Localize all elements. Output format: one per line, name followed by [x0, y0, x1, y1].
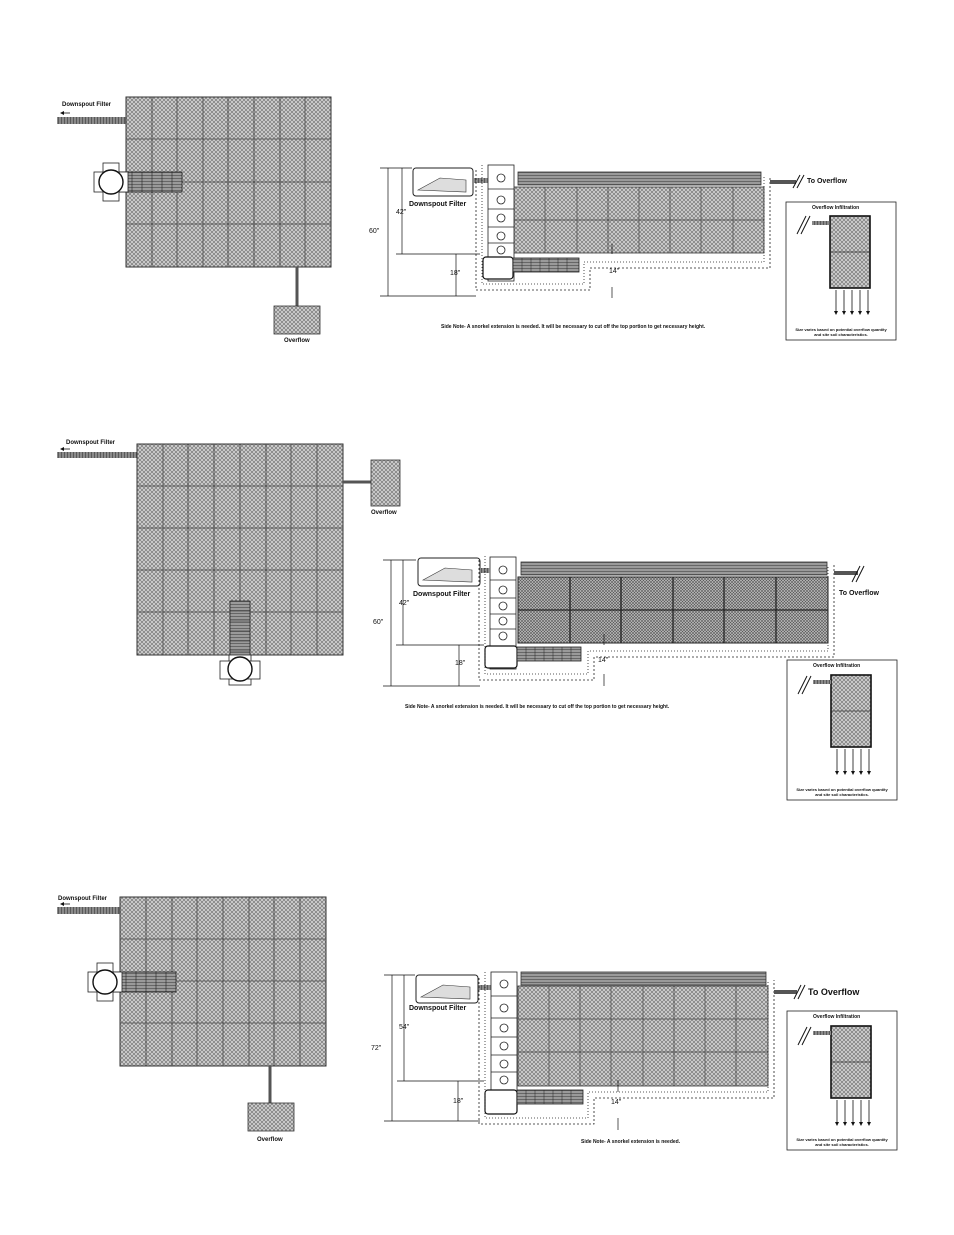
downspout-filter-label: Downspout Filter: [62, 102, 111, 108]
dim-step: 14": [609, 268, 620, 275]
overflow-infiltration-note: Size varies based on potential overflow quantity: [795, 327, 887, 332]
plan-view-2: [57, 444, 400, 685]
section-view-3: [384, 972, 897, 1150]
downspout-filter-label: Downspout Filter: [58, 896, 107, 902]
to-overflow-label: To Overflow: [808, 987, 860, 997]
surface-layer: [518, 172, 761, 185]
overflow-infiltration-note: and site soil characteristics.: [814, 332, 868, 337]
dim-total: 60": [373, 619, 384, 626]
overflow-infiltration-note: and site soil characteristics.: [815, 792, 869, 797]
dim-upper: 42": [396, 209, 407, 216]
overflow-box: [274, 306, 320, 334]
dim-lower: 18": [455, 660, 466, 667]
overflow-label: Overflow: [257, 1137, 283, 1143]
dim-lower: 18": [450, 270, 461, 277]
overflow-infiltration-label: Overflow Infiltration: [813, 1014, 861, 1020]
overflow-infiltration-label: Overflow Infiltration: [813, 663, 861, 669]
downspout-filter-label: Downspout Filter: [413, 591, 471, 598]
downspout-filter-label: Downspout Filter: [66, 440, 115, 446]
overflow-box: [371, 460, 400, 506]
dim-step: 14": [598, 657, 609, 664]
side-note: Side Note- A snorkel extension is needed. It will be necessary to cut off the top portion to get necessary height.: [405, 704, 670, 710]
chamber-row: [230, 601, 250, 659]
overflow-infiltration-note: Size varies based on potential overflow quantity: [796, 787, 888, 792]
filter-basin: [220, 655, 260, 685]
dim-upper: 42": [399, 600, 410, 607]
plan-view-3: [57, 897, 326, 1131]
downspout-filter-label: Downspout Filter: [409, 201, 467, 208]
surface-layer: [521, 562, 827, 575]
side-note: Side Note- A snorkel extension is needed. It will be necessary to cut off the top portion to get necessary height.: [441, 324, 706, 330]
downspout-filter-label: Downspout Filter: [409, 1005, 467, 1012]
filter-basin: [94, 163, 128, 201]
side-note: Side Note- A snorkel extension is needed.: [581, 1139, 681, 1145]
surface-layer: [521, 972, 766, 985]
dim-total: 72": [371, 1045, 382, 1052]
overflow-label: Overflow: [371, 510, 397, 516]
plan-view-1: [57, 97, 331, 334]
downspout-pipe: [57, 452, 137, 458]
overflow-infiltration-label: Overflow Infiltration: [812, 205, 860, 211]
dim-total: 60": [369, 228, 380, 235]
filter-basin: [88, 963, 122, 1001]
overflow-label: Overflow: [284, 338, 310, 344]
overflow-infiltration-note: Size varies based on potential overflow quantity: [796, 1137, 888, 1142]
section-view-1: [380, 165, 896, 340]
downspout-pipe: [57, 907, 121, 914]
to-overflow-label: To Overflow: [807, 178, 847, 185]
dim-upper: 54": [399, 1024, 410, 1031]
dim-lower: 18": [453, 1098, 464, 1105]
overflow-infiltration-note: and site soil characteristics.: [815, 1142, 869, 1147]
to-overflow-label: To Overflow: [839, 590, 879, 597]
downspout-pipe: [57, 117, 127, 124]
overflow-box: [248, 1103, 294, 1131]
dim-step: 14": [611, 1099, 622, 1106]
